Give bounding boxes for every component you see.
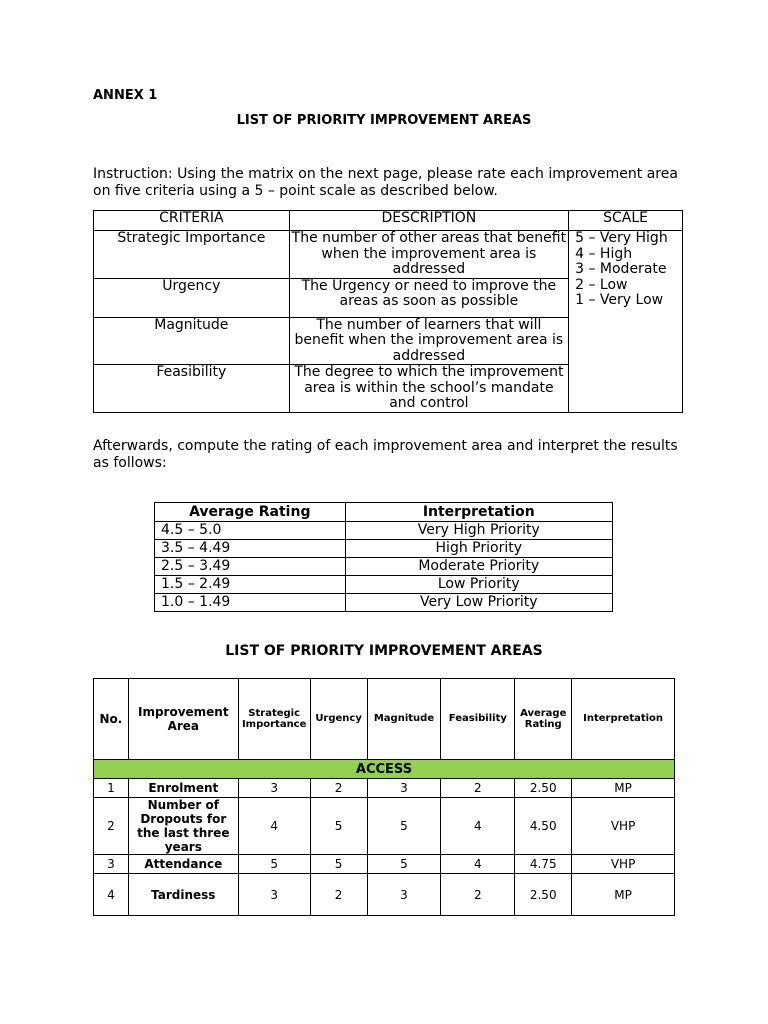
magnitude-header: Magnitude: [367, 679, 441, 760]
criteria-cell: Urgency: [94, 278, 290, 317]
table-row: [155, 540, 613, 558]
criteria-header-row: [94, 211, 683, 231]
scale-item: 3 – Moderate: [575, 261, 667, 277]
scale-header: SCALE: [569, 211, 683, 231]
interpretation-header: Interpretation: [572, 679, 675, 760]
criteria-table: [93, 210, 683, 413]
scale-item: 1 – Very Low: [575, 292, 664, 308]
scale-item: 5 – Very High: [575, 230, 668, 246]
rating-header-row: [155, 503, 613, 522]
range-cell: 3.5 – 4.49: [155, 540, 346, 558]
strategic-cell: 4: [238, 798, 310, 855]
no-header: No.: [94, 679, 129, 760]
range-cell: 4.5 – 5.0: [155, 522, 346, 540]
strategic-cell: 3: [238, 779, 310, 798]
table-row: [155, 558, 613, 576]
page-title: LIST OF PRIORITY IMPROVEMENT AREAS: [236, 113, 532, 128]
description-cell: The number of learners that will benefit when the improvement area is addressed: [289, 317, 568, 365]
interpretation-cell: Very Low Priority: [345, 594, 612, 612]
no-cell: 4: [94, 874, 129, 916]
magnitude-cell: 3: [367, 779, 441, 798]
description-cell: The Urgency or need to improve the areas as soon as possible: [289, 278, 568, 317]
interpretation-cell: VHP: [572, 798, 675, 855]
scale-item: 4 – High: [575, 245, 633, 262]
interpretation-header: Interpretation: [345, 503, 612, 522]
description-header: DESCRIPTION: [289, 211, 568, 231]
description-cell: The number of other areas that benefit when the improvement area is addressed: [289, 231, 568, 279]
urgency-cell: 2: [310, 779, 367, 798]
instruction-text: Instruction: Using the matrix on the next page, please rate each improvement area on five criteria using a 5 – point scale as described below.: [93, 166, 678, 199]
criteria-cell: Magnitude: [94, 317, 290, 365]
interpretation-cell: Low Priority: [345, 576, 612, 594]
urgency-cell: 5: [310, 798, 367, 855]
section-title: LIST OF PRIORITY IMPROVEMENT AREAS: [225, 643, 543, 659]
strategic-importance-header: Strategic Importance: [238, 679, 310, 760]
description-cell: The degree to which the improvement area is within the school’s mandate and control: [289, 365, 568, 413]
feasibility-header: Feasibility: [441, 679, 515, 760]
area-cell: Tardiness: [128, 874, 238, 916]
magnitude-cell: 5: [367, 855, 441, 874]
urgency-cell: 2: [310, 874, 367, 916]
average-cell: 4.75: [515, 855, 572, 874]
scale-item: 2 – Low: [575, 276, 628, 293]
no-cell: 2: [94, 798, 129, 855]
average-cell: 2.50: [515, 874, 572, 916]
table-row: [94, 779, 675, 798]
improvement-area-header: Improvement Area: [128, 679, 238, 760]
urgency-header: Urgency: [310, 679, 367, 760]
average-rating-header: Average Rating: [155, 503, 346, 522]
table-row: [155, 522, 613, 540]
section-row: [94, 760, 675, 779]
magnitude-cell: 3: [367, 874, 441, 916]
priority-header-row: [94, 679, 675, 760]
no-cell: 1: [94, 779, 129, 798]
urgency-cell: 5: [310, 855, 367, 874]
interpretation-cell: MP: [572, 779, 675, 798]
table-row: [155, 594, 613, 612]
magnitude-cell: 5: [367, 798, 441, 855]
area-cell: Attendance: [128, 855, 238, 874]
table-row: [155, 576, 613, 594]
interpretation-cell: Moderate Priority: [345, 558, 612, 576]
feasibility-cell: 2: [441, 874, 515, 916]
area-cell: Enrolment: [128, 779, 238, 798]
range-cell: 1.5 – 2.49: [155, 576, 346, 594]
area-cell: Number of Dropouts for the last three years: [128, 798, 238, 855]
afterwards-text: Afterwards, compute the rating of each improvement area and interpret the results as follows:: [93, 438, 678, 471]
criteria-header: CRITERIA: [94, 211, 290, 231]
table-row: [94, 855, 675, 874]
table-row: [94, 798, 675, 855]
average-rating-header: Average Rating: [515, 679, 572, 760]
feasibility-cell: 4: [441, 798, 515, 855]
range-cell: 2.5 – 3.49: [155, 558, 346, 576]
strategic-cell: 3: [238, 874, 310, 916]
interpretation-cell: VHP: [572, 855, 675, 874]
rating-table: [154, 502, 613, 612]
range-cell: 1.0 – 1.49: [155, 594, 346, 612]
feasibility-cell: 4: [441, 855, 515, 874]
table-row: [94, 231, 683, 279]
scale-cell: [569, 231, 683, 413]
priority-table: [93, 678, 675, 916]
section-access: ACCESS: [94, 760, 675, 779]
criteria-cell: Feasibility: [94, 365, 290, 413]
interpretation-cell: Very High Priority: [345, 522, 612, 540]
average-cell: 2.50: [515, 779, 572, 798]
interpretation-cell: MP: [572, 874, 675, 916]
average-cell: 4.50: [515, 798, 572, 855]
criteria-cell: Strategic Importance: [94, 231, 290, 279]
feasibility-cell: 2: [441, 779, 515, 798]
no-cell: 3: [94, 855, 129, 874]
strategic-cell: 5: [238, 855, 310, 874]
annex-label: ANNEX 1: [93, 88, 158, 103]
table-row: [94, 874, 675, 916]
interpretation-cell: High Priority: [345, 540, 612, 558]
